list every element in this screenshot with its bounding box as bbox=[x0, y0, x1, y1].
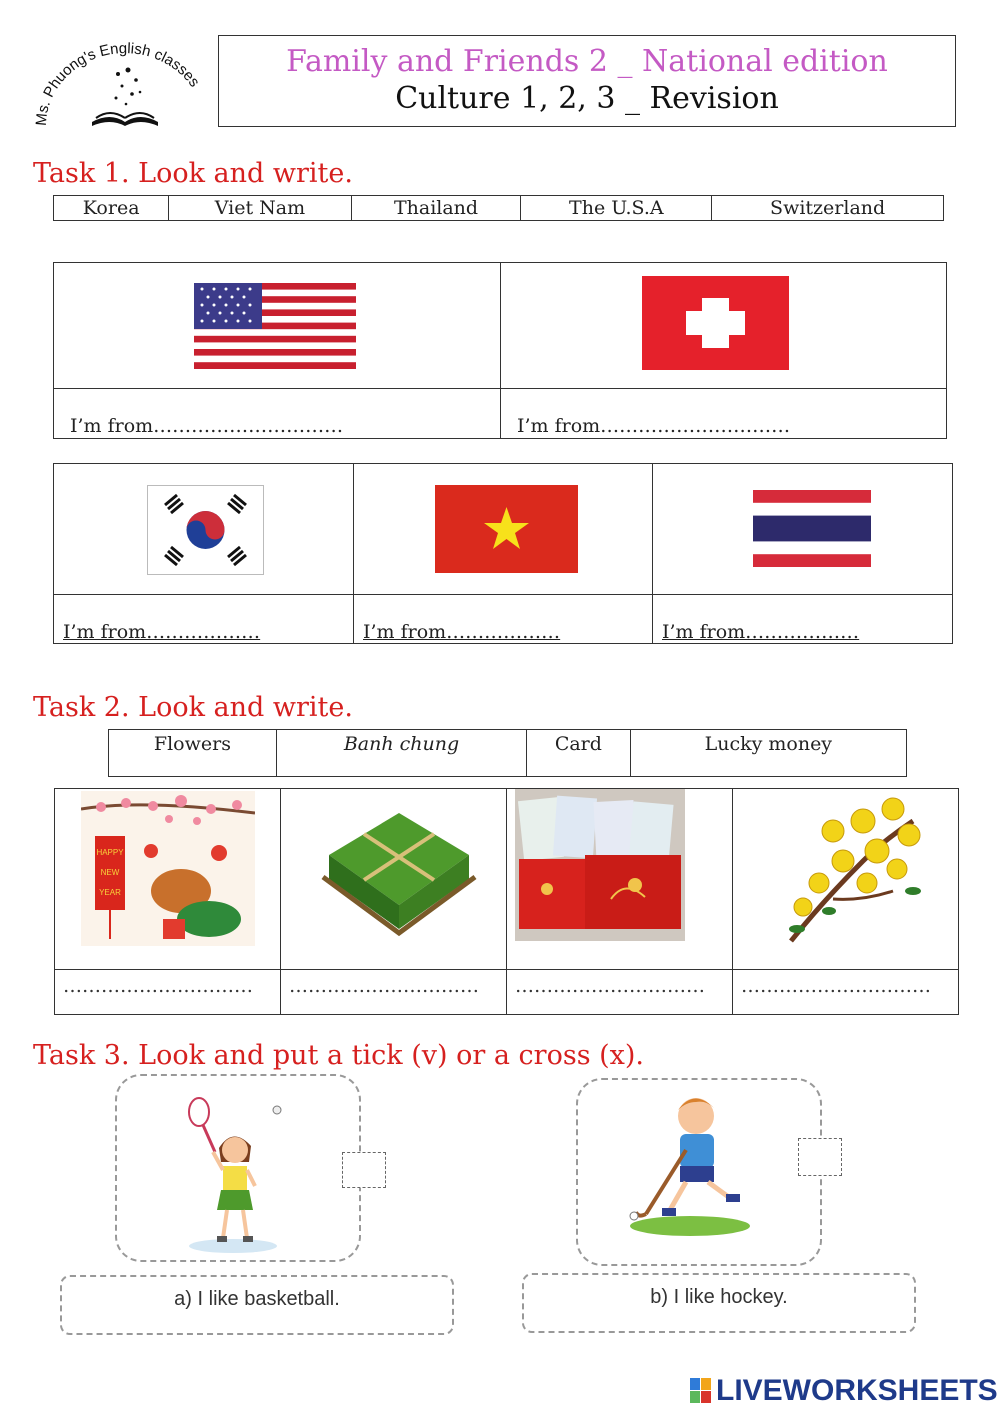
logo-text: Ms. Phuong's English classes bbox=[32, 40, 203, 127]
word-bank-item: Thailand bbox=[351, 196, 521, 221]
answer-blank: ………………………… bbox=[289, 975, 479, 997]
answer-blank: ………………………… bbox=[515, 975, 705, 997]
blank-cell[interactable] bbox=[280, 969, 507, 1015]
answer-prompt: I’m from………………………… bbox=[517, 415, 791, 437]
picture-cell bbox=[506, 788, 733, 970]
answer-cell[interactable] bbox=[652, 594, 953, 644]
sentence-a: a) I like basketball. bbox=[174, 1288, 340, 1310]
picture-cell bbox=[732, 788, 959, 970]
answer-prompt: I’m from……………… bbox=[363, 621, 561, 643]
hockey-boy-image bbox=[626, 1088, 756, 1238]
task1-title: Task 1. Look and write. bbox=[33, 158, 353, 189]
answer-blank: ………………………… bbox=[63, 975, 253, 997]
blank-cell[interactable] bbox=[54, 969, 281, 1015]
header-box bbox=[218, 35, 956, 127]
korea-flag-icon bbox=[147, 485, 264, 575]
word-bank-item: The U.S.A bbox=[521, 196, 712, 221]
liveworksheets-badge-icon bbox=[690, 1378, 712, 1404]
picture-cell bbox=[280, 788, 507, 970]
flag-cell bbox=[53, 463, 354, 595]
answer-cell[interactable] bbox=[353, 594, 653, 644]
header-title: Family and Friends 2 _ National edition bbox=[286, 44, 888, 79]
answer-cell[interactable] bbox=[53, 594, 354, 644]
flag-cell bbox=[652, 463, 953, 595]
usa-flag-icon bbox=[194, 283, 356, 369]
sentence-box-a bbox=[60, 1275, 454, 1335]
word-bank-item: Card bbox=[527, 730, 631, 777]
flag-cell bbox=[353, 463, 653, 595]
tick-box-a[interactable] bbox=[342, 1152, 386, 1188]
apricot-flowers-image bbox=[773, 791, 933, 951]
answer-blank: ………………………… bbox=[741, 975, 931, 997]
word-bank-item: Lucky money bbox=[630, 730, 906, 777]
answer-prompt: I’m from……………… bbox=[63, 621, 261, 643]
task2-title: Task 2. Look and write. bbox=[33, 692, 353, 723]
answer-cell[interactable] bbox=[500, 388, 947, 439]
banh-chung-image bbox=[309, 793, 479, 938]
sentence-b: b) I like hockey. bbox=[650, 1286, 788, 1308]
flag-grid-top bbox=[53, 262, 947, 439]
blank-cell[interactable] bbox=[506, 969, 733, 1015]
picture-card-a bbox=[115, 1074, 361, 1262]
lucky-money-image bbox=[515, 789, 685, 941]
new-year-card-image bbox=[81, 791, 255, 946]
flag-grid-bottom bbox=[53, 463, 953, 644]
tick-box-b[interactable] bbox=[798, 1138, 842, 1176]
badminton-girl-image bbox=[175, 1090, 295, 1258]
answer-prompt: I’m from……………… bbox=[662, 621, 860, 643]
logo bbox=[32, 34, 212, 134]
task2-grid bbox=[54, 788, 959, 1015]
card-text: NEW bbox=[100, 868, 120, 877]
task2-word-bank bbox=[108, 729, 907, 777]
word-bank-item: Banh chung bbox=[276, 730, 526, 777]
book-icon bbox=[92, 113, 158, 126]
vietnam-flag-icon bbox=[435, 485, 578, 573]
answer-prompt: I’m from………………………… bbox=[70, 415, 344, 437]
switzerland-flag-icon bbox=[642, 276, 789, 370]
card-text: YEAR bbox=[99, 888, 121, 897]
header-subtitle: Culture 1, 2, 3 _ Revision bbox=[395, 81, 779, 116]
blank-cell[interactable] bbox=[732, 969, 959, 1015]
brand-text: LIVEWORKSHEETS bbox=[716, 1374, 998, 1407]
task1-word-bank bbox=[53, 195, 944, 221]
picture-cell bbox=[54, 788, 281, 970]
flag-cell bbox=[500, 262, 947, 389]
stars-icon bbox=[115, 68, 142, 106]
task3-title: Task 3. Look and put a tick (v) or a cross (x). bbox=[33, 1040, 645, 1071]
word-bank-item: Switzerland bbox=[712, 196, 944, 221]
word-bank-item: Korea bbox=[54, 196, 169, 221]
picture-card-b bbox=[576, 1078, 822, 1266]
answer-cell[interactable] bbox=[53, 388, 501, 439]
flag-cell bbox=[53, 262, 501, 389]
card-text: HAPPY bbox=[96, 848, 124, 857]
sentence-box-b bbox=[522, 1273, 916, 1333]
liveworksheets-logo bbox=[690, 1374, 998, 1408]
word-bank-item: Viet Nam bbox=[169, 196, 351, 221]
thailand-flag-icon bbox=[753, 490, 871, 567]
word-bank-item: Flowers bbox=[109, 730, 277, 777]
